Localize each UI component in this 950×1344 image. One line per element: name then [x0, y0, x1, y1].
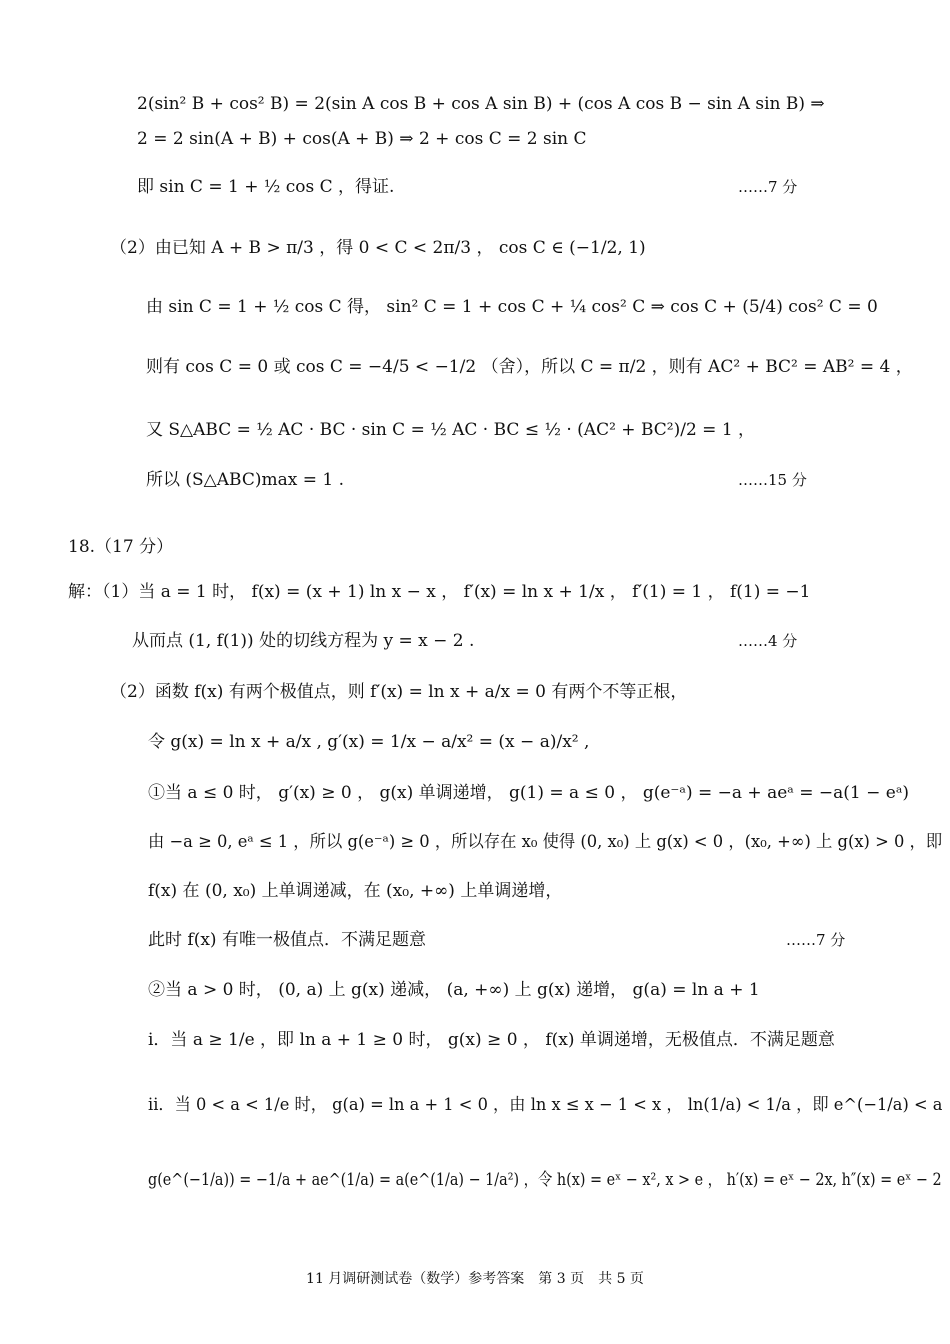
- score-mark: ……4 分: [738, 632, 798, 650]
- p18-line-10: i．当 a ≥ 1/e ，即 ln a + 1 ≥ 0 时， g(x) ≥ 0 ， f(x) 单调递增，无极值点．不满足题意: [148, 1030, 835, 1050]
- proof-line-2: 2 = 2 sin(A + B) + cos(A + B) ⇒ 2 + cos C = 2 sin C: [137, 129, 587, 149]
- part2-line-4: 又 S△ABC = ½ AC · BC · sin C = ½ AC · BC ≤ ½ · (AC² + BC²)/2 = 1 ，: [146, 420, 756, 440]
- score-mark: ……15 分: [738, 471, 807, 489]
- proof-line-3: 即 sin C = 1 + ½ cos C ，得证.: [137, 177, 395, 197]
- p18-line-7: f(x) 在 (0, x₀) 上单调递减，在 (x₀, +∞) 上单调递增，: [148, 881, 563, 901]
- p18-line-5: ①当 a ≤ 0 时， g′(x) ≥ 0 ， g(x) 单调递增， g(1) = a ≤ 0 ， g(e⁻ᵃ) = −a + aeᵃ = −a(1 − eᵃ): [148, 783, 910, 803]
- score-mark: ……7 分: [738, 178, 798, 196]
- p18-line-3: （2）函数 f(x) 有两个极值点，则 f′(x) = ln x + a/x = 0 有两个不等正根，: [110, 682, 688, 702]
- part2-line-1: （2）由已知 A + B > π/3 ，得 0 < C < 2π/3 ， cos C ∈ (−1/2, 1): [110, 238, 646, 258]
- p18-line-4: 令 g(x) = ln x + a/x , g′(x) = 1/x − a/x² = (x − a)/x² ,: [148, 732, 590, 752]
- part2-line-2: 由 sin C = 1 + ½ cos C 得， sin² C = 1 + cos C + ¼ cos² C ⇒ cos C + (5/4) cos² C = 0: [146, 297, 878, 317]
- p18-line-12: g(e^(−1/a)) = −1/a + ae^(1/a) = a(e^(1/a) − 1/a²) ，令 h(x) = eˣ − x², x > e ， h′(x) = eˣ − 2x, h″(x) = eˣ − 2: [148, 1170, 942, 1190]
- p18-line-2: 从而点 (1, f(1)) 处的切线方程为 y = x − 2 .: [132, 631, 475, 651]
- part2-line-3: 则有 cos C = 0 或 cos C = −4/5 < −1/2 （舍），所以 C = π/2 ，则有 AC² + BC² = AB² = 4 ，: [146, 357, 913, 377]
- page-footer: 11 月调研测试卷（数学）参考答案 第 3 页 共 5 页: [306, 1271, 644, 1287]
- p18-line-11: ii．当 0 < a < 1/e 时， g(a) = ln a + 1 < 0 ，由 ln x ≤ x − 1 < x ， ln(1/a) < 1/a ，即 e^(−1/a) < a: [148, 1095, 943, 1115]
- score-mark: ……7 分: [786, 931, 846, 949]
- p18-line-8: 此时 f(x) 有唯一极值点．不满足题意: [148, 930, 426, 950]
- problem-18-heading: 18.（17 分）: [68, 537, 174, 557]
- p18-line-6: 由 −a ≥ 0, eᵃ ≤ 1 ，所以 g(e⁻ᵃ) ≥ 0 ，所以存在 x₀ 使得 (0, x₀) 上 g(x) < 0 ，(x₀, +∞) 上 g(x) > 0 ，即: [148, 832, 943, 852]
- part2-line-5: 所以 (S△ABC)max = 1 .: [146, 470, 344, 490]
- proof-line-1: 2(sin² B + cos² B) = 2(sin A cos B + cos A sin B) + (cos A cos B − sin A sin B) ⇒: [137, 94, 825, 114]
- p18-line-1: 解：（1）当 a = 1 时， f(x) = (x + 1) ln x − x ， f′(x) = ln x + 1/x ， f′(1) = 1 ， f(1) = −1: [68, 582, 811, 602]
- p18-line-9: ②当 a > 0 时， (0, a) 上 g(x) 递减， (a, +∞) 上 g(x) 递增， g(a) = ln a + 1: [148, 980, 760, 1000]
